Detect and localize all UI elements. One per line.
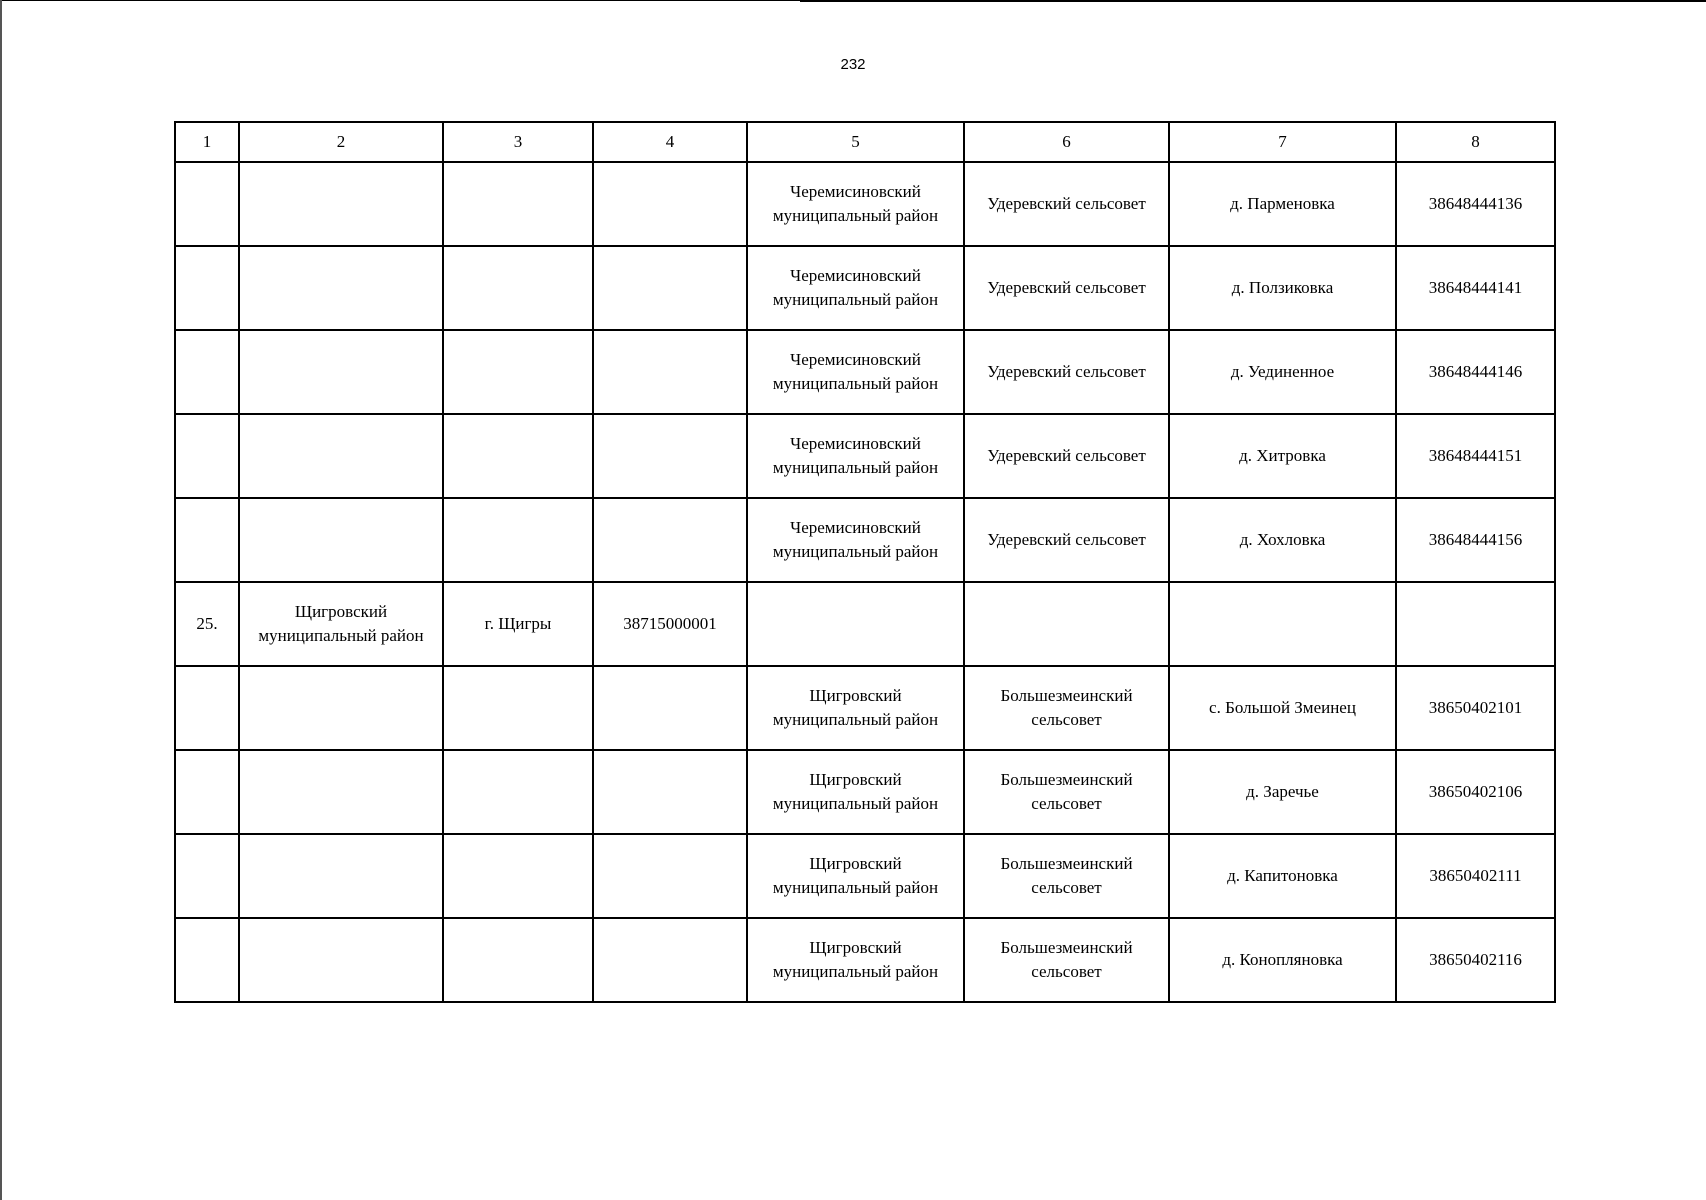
center-code-cell <box>593 918 747 1002</box>
oktmo-code-cell: 38648444156 <box>1396 498 1555 582</box>
column-header: 1 <box>175 122 239 162</box>
row-number-cell <box>175 918 239 1002</box>
district-cell <box>239 414 443 498</box>
table-row <box>175 582 1555 666</box>
center-cell <box>443 918 593 1002</box>
municipality-cell: Черемисиновский муниципальный район <box>747 246 964 330</box>
center-cell <box>443 414 593 498</box>
oktmo-code-cell <box>1396 582 1555 666</box>
table-row <box>175 414 1555 498</box>
municipality-cell: Черемисиновский муниципальный район <box>747 330 964 414</box>
table-row <box>175 918 1555 1002</box>
oktmo-code-cell: 38648444141 <box>1396 246 1555 330</box>
locality-cell: д. Уединенное <box>1169 330 1396 414</box>
center-code-cell <box>593 750 747 834</box>
settlement-cell: Большезмеинский сельсовет <box>964 750 1169 834</box>
district-cell <box>239 918 443 1002</box>
row-number-cell: 25. <box>175 582 239 666</box>
scan-border-top-thick <box>800 0 1706 2</box>
center-cell <box>443 162 593 246</box>
table-row <box>175 330 1555 414</box>
column-header: 8 <box>1396 122 1555 162</box>
oktmo-code-cell: 38650402106 <box>1396 750 1555 834</box>
row-number-cell <box>175 750 239 834</box>
column-header: 4 <box>593 122 747 162</box>
column-header: 3 <box>443 122 593 162</box>
municipality-cell: Щигровский муниципальный район <box>747 750 964 834</box>
locality-cell: д. Хитровка <box>1169 414 1396 498</box>
center-cell: г. Щигры <box>443 582 593 666</box>
municipality-cell: Щигровский муниципальный район <box>747 918 964 1002</box>
center-code-cell <box>593 330 747 414</box>
locality-cell: д. Конопляновка <box>1169 918 1396 1002</box>
center-cell <box>443 750 593 834</box>
table-row <box>175 162 1555 246</box>
page-number: 232 <box>840 56 866 73</box>
registry-table <box>174 121 1556 1003</box>
column-header: 7 <box>1169 122 1396 162</box>
center-code-cell <box>593 834 747 918</box>
center-code-cell <box>593 246 747 330</box>
district-cell <box>239 750 443 834</box>
settlement-cell: Удеревский сельсовет <box>964 162 1169 246</box>
row-number-cell <box>175 414 239 498</box>
municipality-cell: Черемисиновский муниципальный район <box>747 414 964 498</box>
center-cell <box>443 498 593 582</box>
oktmo-code-cell: 38648444146 <box>1396 330 1555 414</box>
locality-cell: д. Заречье <box>1169 750 1396 834</box>
center-cell <box>443 330 593 414</box>
municipality-cell <box>747 582 964 666</box>
municipality-cell: Черемисиновский муниципальный район <box>747 162 964 246</box>
district-cell: Щигровский муниципальный район <box>239 582 443 666</box>
settlement-cell: Большезмеинский сельсовет <box>964 918 1169 1002</box>
locality-cell: д. Парменовка <box>1169 162 1396 246</box>
district-cell <box>239 330 443 414</box>
row-number-cell <box>175 498 239 582</box>
table-row <box>175 750 1555 834</box>
center-cell <box>443 666 593 750</box>
locality-cell: с. Большой Змеинец <box>1169 666 1396 750</box>
table-row <box>175 834 1555 918</box>
municipality-cell: Щигровский муниципальный район <box>747 834 964 918</box>
table-row <box>175 666 1555 750</box>
settlement-cell: Удеревский сельсовет <box>964 246 1169 330</box>
oktmo-code-cell: 38650402111 <box>1396 834 1555 918</box>
table-row <box>175 498 1555 582</box>
oktmo-code-cell: 38648444136 <box>1396 162 1555 246</box>
locality-cell: д. Ползиковка <box>1169 246 1396 330</box>
row-number-cell <box>175 330 239 414</box>
header-row <box>175 122 1555 162</box>
row-number-cell <box>175 834 239 918</box>
center-code-cell <box>593 498 747 582</box>
oktmo-code-cell: 38648444151 <box>1396 414 1555 498</box>
center-cell <box>443 834 593 918</box>
district-cell <box>239 666 443 750</box>
settlement-cell: Удеревский сельсовет <box>964 498 1169 582</box>
row-number-cell <box>175 666 239 750</box>
center-code-cell: 38715000001 <box>593 582 747 666</box>
center-code-cell <box>593 162 747 246</box>
column-header: 5 <box>747 122 964 162</box>
center-code-cell <box>593 414 747 498</box>
scan-border-left <box>0 0 2 1200</box>
settlement-cell: Удеревский сельсовет <box>964 414 1169 498</box>
locality-cell <box>1169 582 1396 666</box>
municipality-cell: Щигровский муниципальный район <box>747 666 964 750</box>
settlement-cell <box>964 582 1169 666</box>
oktmo-code-cell: 38650402116 <box>1396 918 1555 1002</box>
row-number-cell <box>175 246 239 330</box>
district-cell <box>239 834 443 918</box>
settlement-cell: Большезмеинский сельсовет <box>964 834 1169 918</box>
column-header: 6 <box>964 122 1169 162</box>
district-cell <box>239 162 443 246</box>
row-number-cell <box>175 162 239 246</box>
table-row <box>175 246 1555 330</box>
locality-cell: д. Капитоновка <box>1169 834 1396 918</box>
district-cell <box>239 498 443 582</box>
settlement-cell: Удеревский сельсовет <box>964 330 1169 414</box>
district-cell <box>239 246 443 330</box>
municipality-cell: Черемисиновский муниципальный район <box>747 498 964 582</box>
center-cell <box>443 246 593 330</box>
center-code-cell <box>593 666 747 750</box>
oktmo-code-cell: 38650402101 <box>1396 666 1555 750</box>
column-header: 2 <box>239 122 443 162</box>
settlement-cell: Большезмеинский сельсовет <box>964 666 1169 750</box>
locality-cell: д. Хохловка <box>1169 498 1396 582</box>
